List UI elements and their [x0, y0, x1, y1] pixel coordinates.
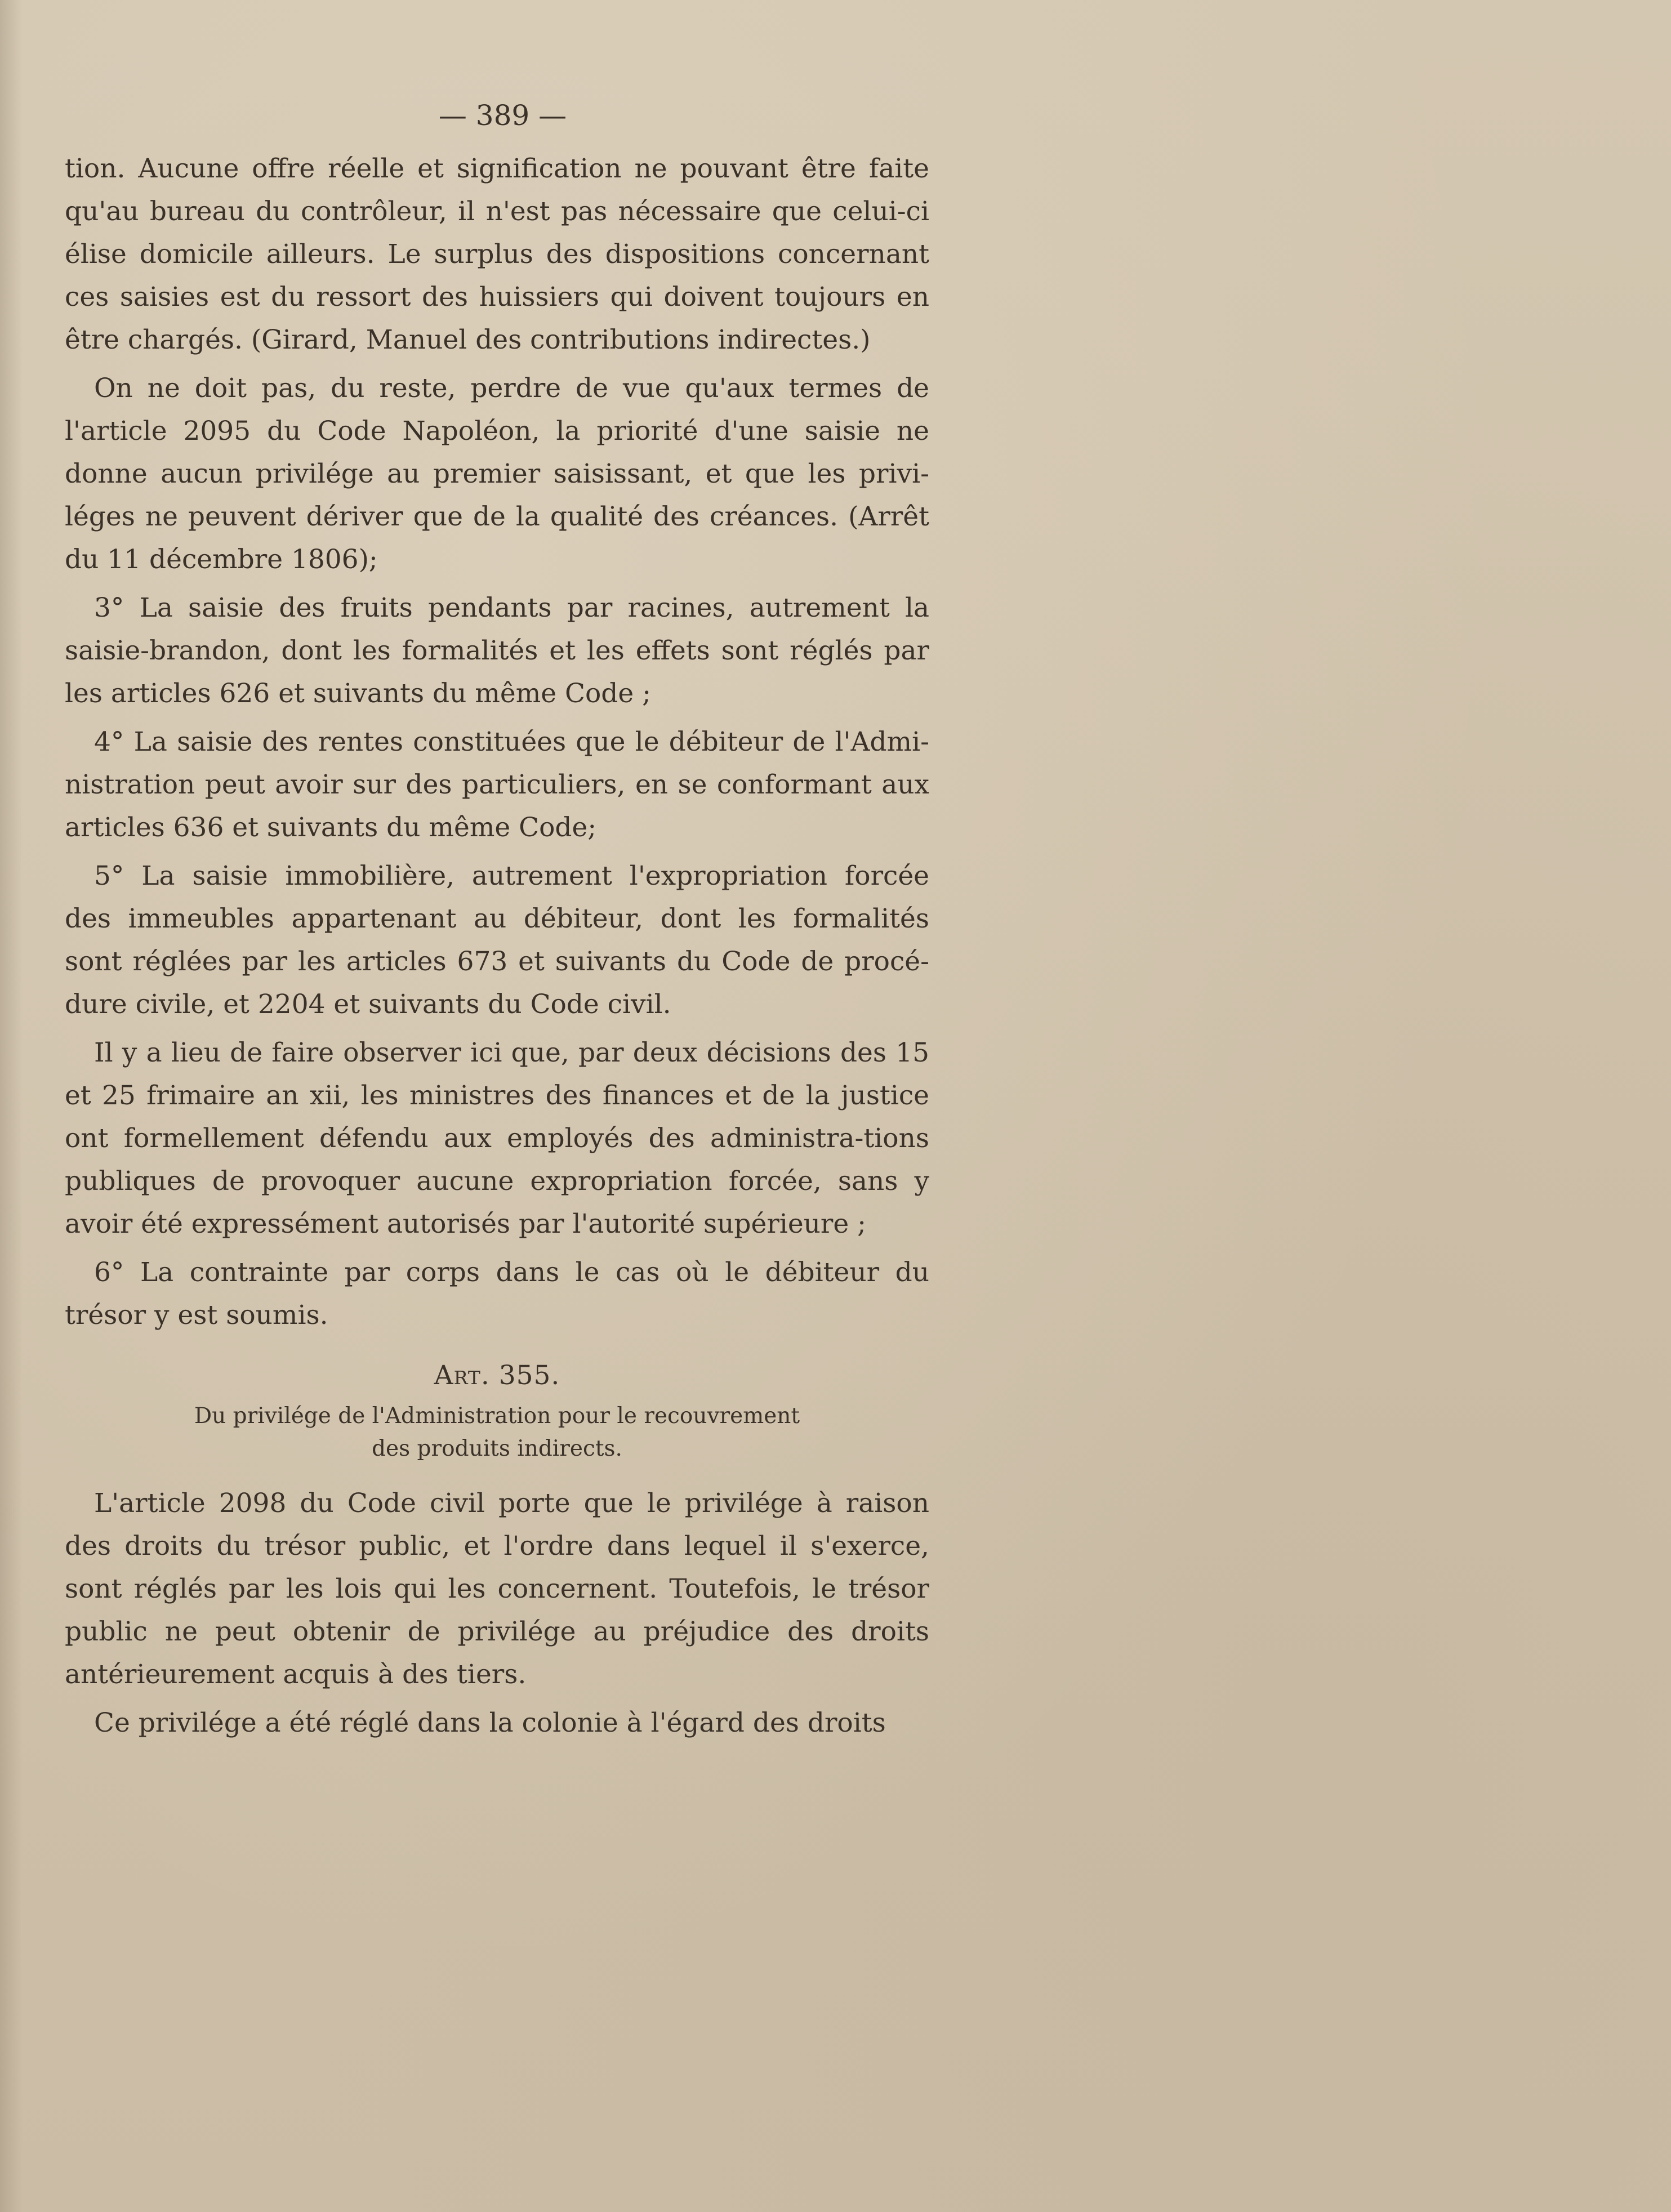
page-number: — 389 — — [438, 99, 567, 132]
paragraph: 5° La saisie immobilière, autrement l'expropriation forcée des immeubles appartenant au débiteur, dont les formalités sont réglées par les articles 673 et suivants du Code de procé-dure civile, et 2204 et suivants du Code civil. — [65, 860, 929, 1020]
paragraph: tion. Aucune offre réelle et signification ne pouvant être faite qu'au bureau du contrôleur, il n'est pas nécessaire que celui-ci élise domicile ailleurs. Le surplus des dispositions concernant ces saisies est du ressort des huissiers qui doivent toujours en être chargés. (Girard, Manuel des contributions indirectes.) — [65, 153, 929, 355]
text-block — [65, 96, 929, 1745]
paragraph: 6° La contrainte par corps dans le cas où le débiteur du trésor y est soumis. — [65, 1257, 929, 1331]
paragraph: L'article 2098 du Code civil porte que le privilége à raison des droits du trésor public, et l'ordre dans lequel il s'exerce, sont réglés par les lois qui les concernent. Toutefois, le trésor public ne peut obtenir de privilége au préjudice des droits antérieurement acquis à des tiers. — [65, 1488, 929, 1690]
paragraph: 3° La saisie des fruits pendants par racines, autrement la saisie-brandon, dont les formalités et les effets sont réglés par les articles 626 et suivants du même Code ; — [65, 592, 929, 709]
article-subtitle — [65, 1400, 929, 1465]
article-subtitle-line: Du privilége de l'Administration pour le recouvrement — [194, 1403, 800, 1429]
paragraph: On ne doit pas, du reste, perdre de vue qu'aux termes de l'article 2095 du Code Napoléon, la priorité d'une saisie ne donne aucun privilége au premier saisissant, et que les privi-léges ne peuvent dériver que de la qualité des créances. (Arrêt du 11 décembre 1806); — [65, 373, 929, 575]
article-heading: Art. 355. — [434, 1360, 560, 1391]
paragraph: 4° La saisie des rentes constituées que le débiteur de l'Admi-nistration peut avoir sur des particuliers, en se conformant aux articles 636 et suivants du même Code; — [65, 726, 929, 843]
paragraph: Il y a lieu de faire observer ici que, par deux décisions des 15 et 25 frimaire an xii, les ministres des finances et de la justice ont formellement défendu aux employés des administra-tions publiques de provoquer aucune expropriation forcée, sans y avoir été expressément autorisés par l'autorité supérieure ; — [65, 1037, 929, 1239]
paragraph: Ce privilége a été réglé dans la colonie à l'égard des droits — [94, 1707, 886, 1738]
article-subtitle-line: des produits indirects. — [372, 1436, 622, 1461]
page-edge-shadow — [0, 0, 23, 2212]
